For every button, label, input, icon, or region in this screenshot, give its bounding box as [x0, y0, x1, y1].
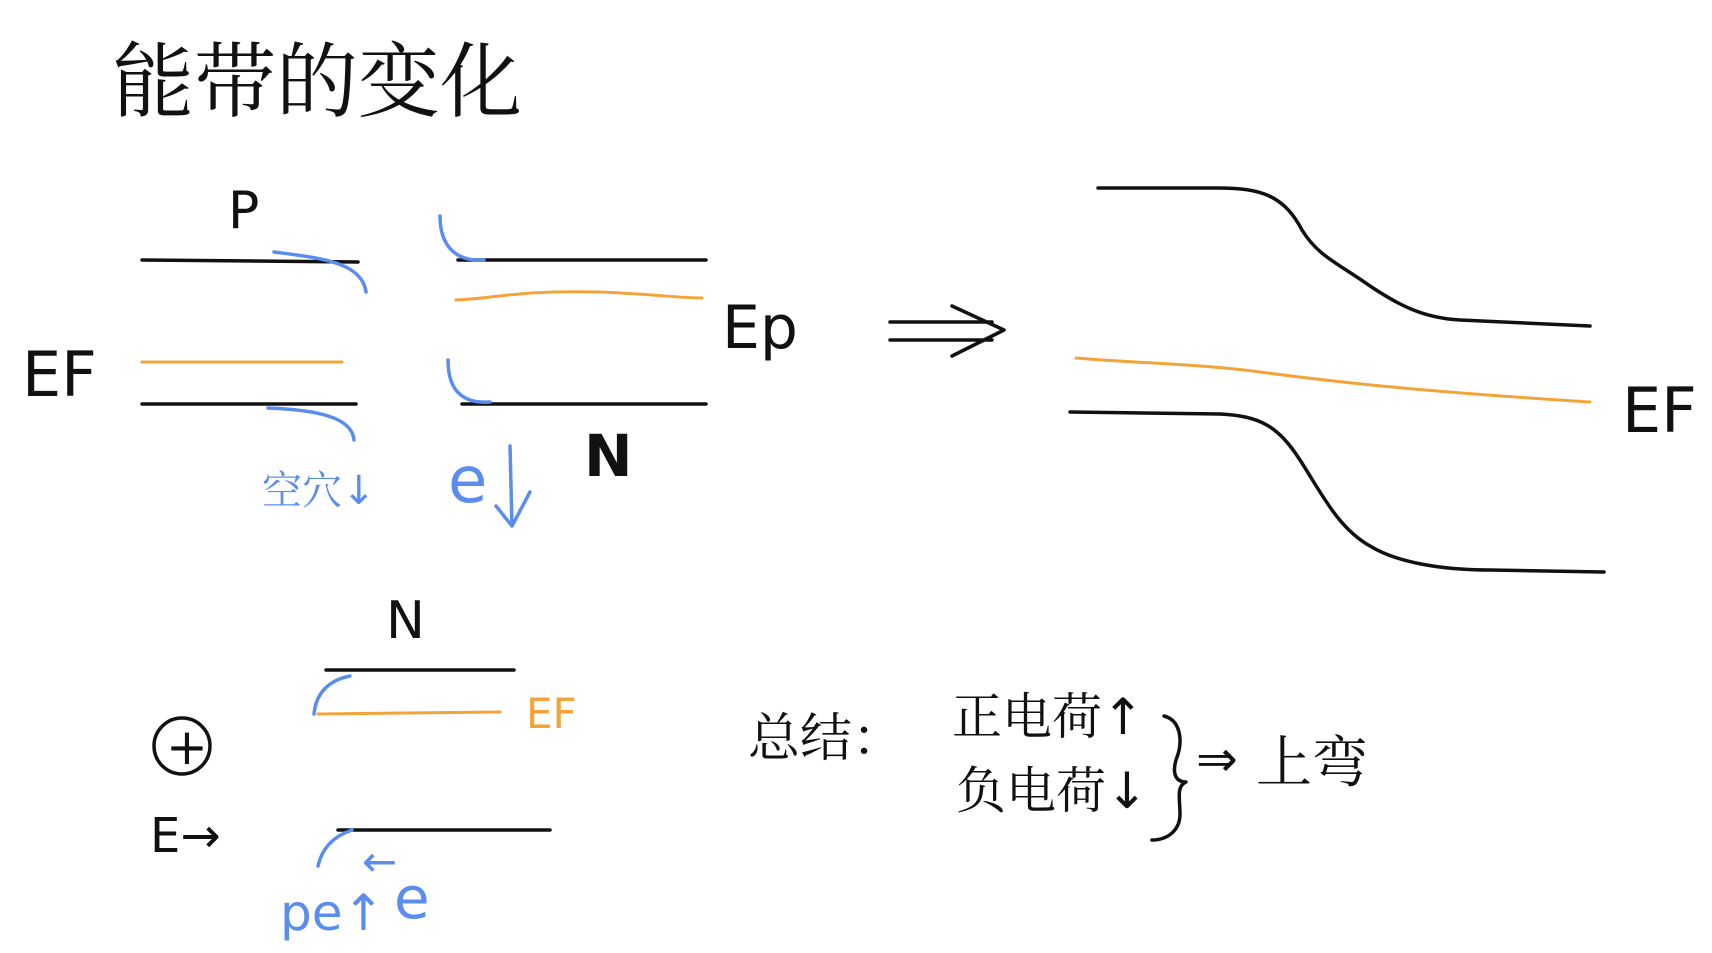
field-label: E→ [150, 808, 221, 864]
p-valence-bend [268, 408, 354, 440]
electron-example-label: e [394, 864, 430, 932]
summary-prefix: 总结： [748, 709, 905, 769]
hole-label: 空穴↓ [262, 468, 376, 514]
ef-right-label: Ep [722, 293, 798, 363]
summary-positive: 正电荷↑ [952, 688, 1144, 746]
ef-result-label: EF [1622, 374, 1697, 447]
ef-left-label: EF [22, 338, 97, 411]
n-fermi-level [456, 292, 702, 300]
positive-charge-symbol: + [166, 718, 208, 776]
diagram-title: 能带的变化 [112, 35, 523, 130]
n-example-valence-bend [318, 830, 352, 866]
hole-up-label: pe↑ [280, 884, 385, 942]
n-example-conduction-bend [314, 676, 350, 714]
implies-arrow-icon [890, 306, 1004, 356]
summary-conclusion: 上弯 [1256, 731, 1368, 796]
electron-down-arrow [496, 446, 530, 526]
n-conduction-bend [440, 216, 484, 260]
p-conduction-bend [274, 252, 366, 292]
summary-negative: 负电荷↓ [956, 762, 1148, 820]
bent-fermi-level [1076, 358, 1590, 402]
p-label: P [228, 181, 260, 241]
summary-brace [1152, 716, 1186, 840]
electron-label: e [448, 444, 488, 518]
n-example-ef-label: EF [526, 689, 577, 738]
bent-valence-band [1070, 412, 1604, 572]
n-valence-bend [448, 360, 490, 402]
n-example-label: N [386, 591, 425, 651]
n-example-fermi-level [318, 712, 500, 714]
electron-left-arrow: ← [362, 837, 398, 886]
n-label: N [584, 422, 633, 490]
summary-implies: ⇒ [1196, 730, 1238, 788]
bent-conduction-band [1098, 188, 1590, 326]
